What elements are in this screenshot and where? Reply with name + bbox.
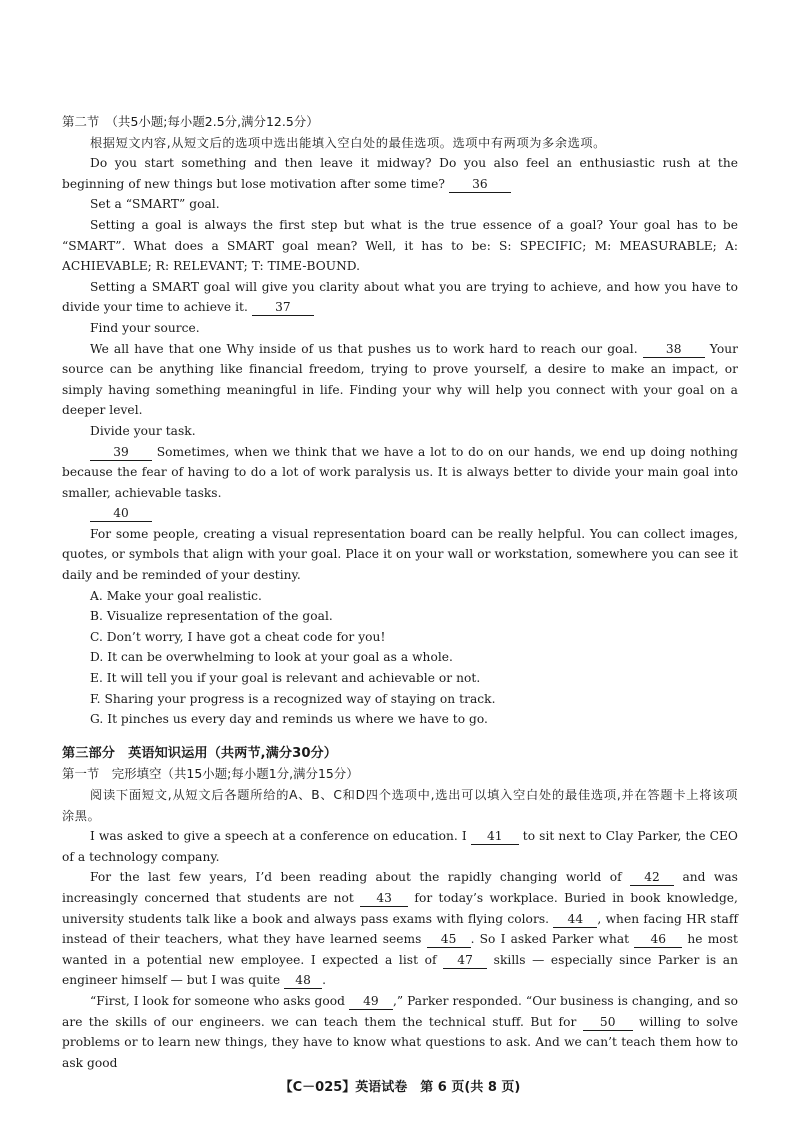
cloze-text: . So I asked Parker what bbox=[470, 932, 630, 947]
option-a: A. Make your goal realistic. bbox=[90, 588, 262, 603]
cloze-paragraph bbox=[62, 991, 738, 1073]
blank-43: 43 bbox=[360, 891, 408, 907]
passage-text: Sometimes, when we think that we have a lot to do on our hands, we end up doing nothing because the fear of having to do a lot of work paralysis us. It is always better to divide your main goal into smaller, achievable tasks. bbox=[62, 444, 738, 500]
cloze-paragraph bbox=[62, 826, 738, 867]
passage-subheading: Divide your task. bbox=[90, 423, 196, 438]
section2-heading: 第二节 （共5小题;每小题2.5分,满分12.5分） bbox=[62, 114, 319, 129]
passage-paragraph: For some people, creating a visual representation board can be really helpful. You can collect images, quotes, or symbols that align with your goal. Place it on your wall or workstation, somewhere you can see it daily and be reminded of your destiny. bbox=[62, 526, 738, 583]
option-c: C. Don’t worry, I have got a cheat code for you! bbox=[90, 629, 386, 644]
section2-instruction: 根据短文内容,从短文后的选项中选出能填入空白处的最佳选项。选项中有两项为多余选项。 bbox=[90, 135, 606, 150]
part3-heading: 第三部分 英语知识运用（共两节,满分30分） bbox=[62, 745, 338, 761]
blank-46: 46 bbox=[634, 932, 682, 948]
page-content bbox=[62, 112, 738, 1073]
option-e: E. It will tell you if your goal is relevant and achievable or not. bbox=[90, 671, 481, 686]
passage-subheading: Find your source. bbox=[90, 320, 200, 335]
option-b: B. Visualize representation of the goal. bbox=[90, 609, 333, 624]
blank-40: 40 bbox=[90, 506, 152, 522]
cloze-paragraph bbox=[62, 867, 738, 991]
passage-subheading: Set a “SMART” goal. bbox=[90, 197, 220, 212]
cloze-text: for today’s workplace. Buried in book knowledge, university students talk like a book and always pass exams with flying colors. bbox=[62, 890, 738, 926]
passage-paragraph: Setting a goal is always the first step but what is the true essence of a goal? Your goal has to be “SMART”. What does a SMART goal mean? Well, it has to be: S: SPECIFIC; M: MEASURABLE; A: ACHIEVABLE; R: RELEVANT; T: TIME-BOUND. bbox=[62, 217, 738, 274]
part3-instruction: 阅读下面短文,从短文后各题所给的A、B、C和D四个选项中,选出可以填入空白处的最佳选项,并在答题卡上将该项涂黑。 bbox=[62, 788, 738, 823]
passage-paragraph bbox=[62, 277, 738, 318]
blank-44: 44 bbox=[553, 912, 597, 928]
blank-49: 49 bbox=[349, 994, 393, 1010]
blank-47: 47 bbox=[443, 953, 487, 969]
blank-36: 36 bbox=[449, 177, 511, 193]
cloze-text: . bbox=[322, 973, 327, 988]
cloze-text: For the last few years, I’d been reading about the rapidly changing world of bbox=[90, 870, 622, 885]
blank-37: 37 bbox=[252, 300, 314, 316]
passage-paragraph bbox=[62, 339, 738, 421]
option-d: D. It can be overwhelming to look at your goal as a whole. bbox=[90, 650, 453, 665]
option-g: G. It pinches us every day and reminds us where we have to go. bbox=[90, 712, 488, 727]
cloze-text: he most wanted in a potential new employee. I expected a list of bbox=[62, 932, 738, 967]
option-f: F. Sharing your progress is a recognized way of staying on track. bbox=[90, 691, 496, 706]
passage-paragraph bbox=[62, 442, 738, 504]
blank-38: 38 bbox=[643, 342, 705, 358]
passage-paragraph bbox=[62, 503, 738, 524]
cloze-text: , when facing HR staff instead of their teachers, what they have learned seems bbox=[62, 911, 738, 947]
page-footer: 【C－025】英语试卷 第 6 页(共 8 页) bbox=[279, 1080, 521, 1095]
cloze-text: skills — especially since Parker is an engineer himself — but I was quite bbox=[62, 952, 738, 988]
blank-48: 48 bbox=[284, 973, 322, 989]
passage-text: Setting a SMART goal will give you clarity about what you are trying to achieve, and how you have to divide your time to achieve it. bbox=[62, 279, 738, 315]
passage-text: We all have that one Why inside of us that pushes us to work hard to reach our goal. bbox=[90, 341, 638, 356]
passage-paragraph bbox=[62, 153, 738, 194]
cloze-text: “First, I look for someone who asks good bbox=[90, 993, 345, 1008]
blank-45: 45 bbox=[427, 932, 471, 948]
blank-42: 42 bbox=[630, 870, 674, 886]
passage-text: Do you start something and then leave it midway? Do you also feel an enthusiastic rush at the beginning of new things but lose motivation after some time? bbox=[62, 156, 738, 191]
passage-text: Your source can be anything like financial freedom, trying to prove yourself, a desire to make an impact, or simply having something meaningful in life. Finding your why will help you connect with your goal on a deeper level. bbox=[62, 341, 738, 418]
part3-subheading: 第一节 完形填空（共15小题;每小题1分,满分15分） bbox=[62, 766, 359, 782]
cloze-text: to sit next to Clay Parker, the CEO of a technology company. bbox=[62, 829, 738, 864]
cloze-text: willing to solve problems or to learn new things, they have to know what questions to ask. And we can’t teach them how to ask good bbox=[62, 1014, 738, 1070]
cloze-text: I was asked to give a speech at a conference on education. I bbox=[90, 829, 467, 844]
cloze-text: ,” Parker responded. “Our business is changing, and so are the skills of our engineers. we can teach them the technical stuff. But for bbox=[62, 993, 738, 1029]
blank-39: 39 bbox=[90, 445, 152, 461]
cloze-text: and was increasingly concerned that students are not bbox=[62, 870, 738, 905]
blank-50: 50 bbox=[583, 1015, 633, 1031]
blank-41: 41 bbox=[471, 829, 519, 845]
